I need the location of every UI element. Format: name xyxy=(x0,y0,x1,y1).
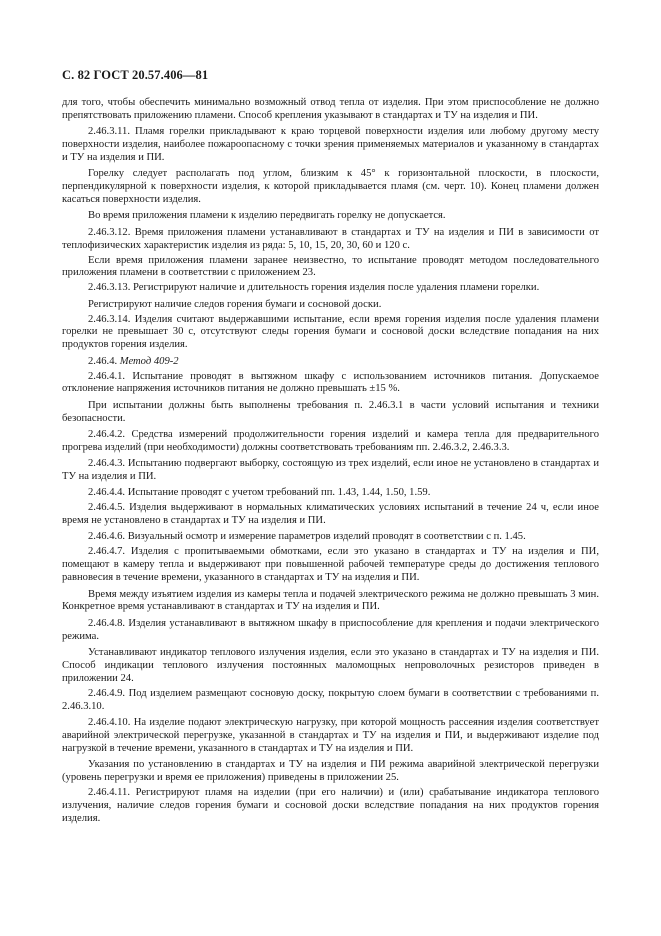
method-number: 2.46.4. xyxy=(88,355,118,367)
paragraph-register-traces: Регистрируют наличие следов горения бумаги и сосновой доски. xyxy=(88,298,382,310)
paragraph-safety-requirements: При испытании должны быть выполнены требования п. 2.46.3.1 в части условий испытания и техники безопасности. xyxy=(62,399,599,424)
paragraph-burner-no-move: Во время приложения пламени к изделию передвигать горелку не допускается. xyxy=(88,210,446,222)
paragraph-flame-time-unknown: Если время приложения пламени заранее неизвестно, то испытание проводят методом последовательного приложения пламени в соответствии с приложением 23. xyxy=(62,254,599,279)
paragraph-burner-angle: Горелку следует располагать под углом, близким к 45° к горизонтальной плоскости, в плоскости, перпендикулярной к поверхности изделия, к которой прикладывается пламя (см. черт. 10). Конец пламени должен касаться поверхности изделия. xyxy=(62,168,599,206)
paragraph-2-46-4-6: 2.46.4.6. Визуальный осмотр и измерение параметров изделий проводят в соответствии с п. 1.45. xyxy=(88,531,526,543)
paragraph-2-46-4-8: 2.46.4.8. Изделия устанавливают в вытяжном шкафу в приспособление для крепления и подачи электрического режима. xyxy=(62,617,599,642)
paragraph-indicator: Устанавливают индикатор теплового излучения изделия, если это указано в стандартах и ТУ на изделия и ПИ. Способ индикации теплового излучения постоянных маломощных непроволочных резисторов приведен в приложении 24. xyxy=(62,646,599,684)
paragraph-2-46-4-3: 2.46.4.3. Испытанию подвергают выборку, состоящую из трех изделий, если иное не установлено в стандартах и ТУ на изделия и ПИ. xyxy=(62,458,599,483)
paragraph-2-46-4-4: 2.46.4.4. Испытание проводят с учетом требований пп. 1.43, 1.44, 1.50, 1.59. xyxy=(88,487,431,499)
method-name: Метод 409-2 xyxy=(119,355,179,367)
paragraph-continuation: для того, чтобы обеспечить минимально возможный отвод тепла от изделия. При этом приспособление не должно препятствовать приложению пламени. Способ крепления указывают в стандартах и ТУ на изделия и ПИ. xyxy=(62,97,599,121)
paragraph-2-46-4-7: 2.46.4.7. Изделия с пропитываемыми обмотками, если это указано в стандартах и ТУ на изделия и ПИ, помещают в камеру тепла и выдерживают при повышенной рабочей температуре среды до достижения теплового равновесия в течение времени, указанного в стандартах и ТУ на изделия и ПИ. xyxy=(62,546,599,584)
paragraph-2-46-4-11: 2.46.4.11. Регистрируют пламя на изделии (при его наличии) и (или) срабатывание индикатора теплового излучения, наличие следов горения бумаги и сосновой доски вследствие попадания на них продуктов горения изделия. xyxy=(62,786,599,824)
paragraph-2-46-3-13: 2.46.3.13. Регистрируют наличие и длительность горения изделия после удаления пламени горелки. xyxy=(88,282,540,294)
paragraph-2-46-4-9: 2.46.4.9. Под изделием размещают сосновую доску, покрытую слоем бумаги в соответствии с требованиями п. 2.46.3.10. xyxy=(62,687,599,712)
paragraph-method-heading xyxy=(62,356,599,369)
paragraph-time-between: Время между изъятием изделия из камеры тепла и подачей электрического режима не должно превышать 3 мин. Конкретное время устанавливают в стандартах и ТУ на изделия и ПИ. xyxy=(62,588,599,613)
paragraph-2-46-4-2: 2.46.4.2. Средства измерений продолжительности горения изделий и камера тепла для предварительного прогрева изделий (при необходимости) должны соответствовать требованиям пп. 2.46.3.2, 2.46.3.3. xyxy=(62,428,599,453)
paragraph-2-46-3-12: 2.46.3.12. Время приложения пламени устанавливают в стандартах и ТУ на изделия и ПИ в зависимости от теплофизических характеристик изделия из ряда: 5, 10, 15, 20, 30, 60 и 120 с. xyxy=(62,226,599,251)
paragraph-overload-instructions: Указания по установлению в стандартах и ТУ на изделия и ПИ режима аварийной электрической перегрузки (уровень перегрузки и время ее приложения) приведены в приложении 25. xyxy=(62,758,599,783)
paragraph-2-46-3-11: 2.46.3.11. Пламя горелки прикладывают к краю торцевой поверхности изделия или любому другому месту поверхности изделия, наиболее пожароопасному с точки зрения применяемых материалов и указанному в стандартах и ТУ на изделия и ПИ. xyxy=(62,126,599,164)
paragraph-2-46-4-5: 2.46.4.5. Изделия выдерживают в нормальных климатических условиях испытаний в течение 24 ч, если иное время не установлено в стандартах и ТУ на изделия и ПИ. xyxy=(62,502,599,527)
paragraph-2-46-3-14: 2.46.3.14. Изделия считают выдержавшими испытание, если время горения изделия после удаления пламени горелки не превышает 30 с, отсутствуют следы горения бумаги и сосновой доски вследствие попадания на них продуктов горения изделия. xyxy=(62,313,599,351)
document-body xyxy=(62,97,599,825)
paragraph-2-46-4-1: 2.46.4.1. Испытание проводят в вытяжном шкафу с использованием источников питания. Допускаемое отклонение напряжения источников питания не должно превышать ±15 %. xyxy=(62,370,599,395)
page-header: С. 82 ГОСТ 20.57.406—81 xyxy=(62,68,209,82)
paragraph-2-46-4-10: 2.46.4.10. На изделие подают электрическую нагрузку, при которой мощность рассеяния изделия соответствует аварийной электрической перегрузке, указанной в стандартах и ТУ на изделия и ПИ, и выдерживают изделие под нагрузкой в течение времени, указанного в стандартах и ТУ на изделия и ПИ. xyxy=(62,716,599,754)
